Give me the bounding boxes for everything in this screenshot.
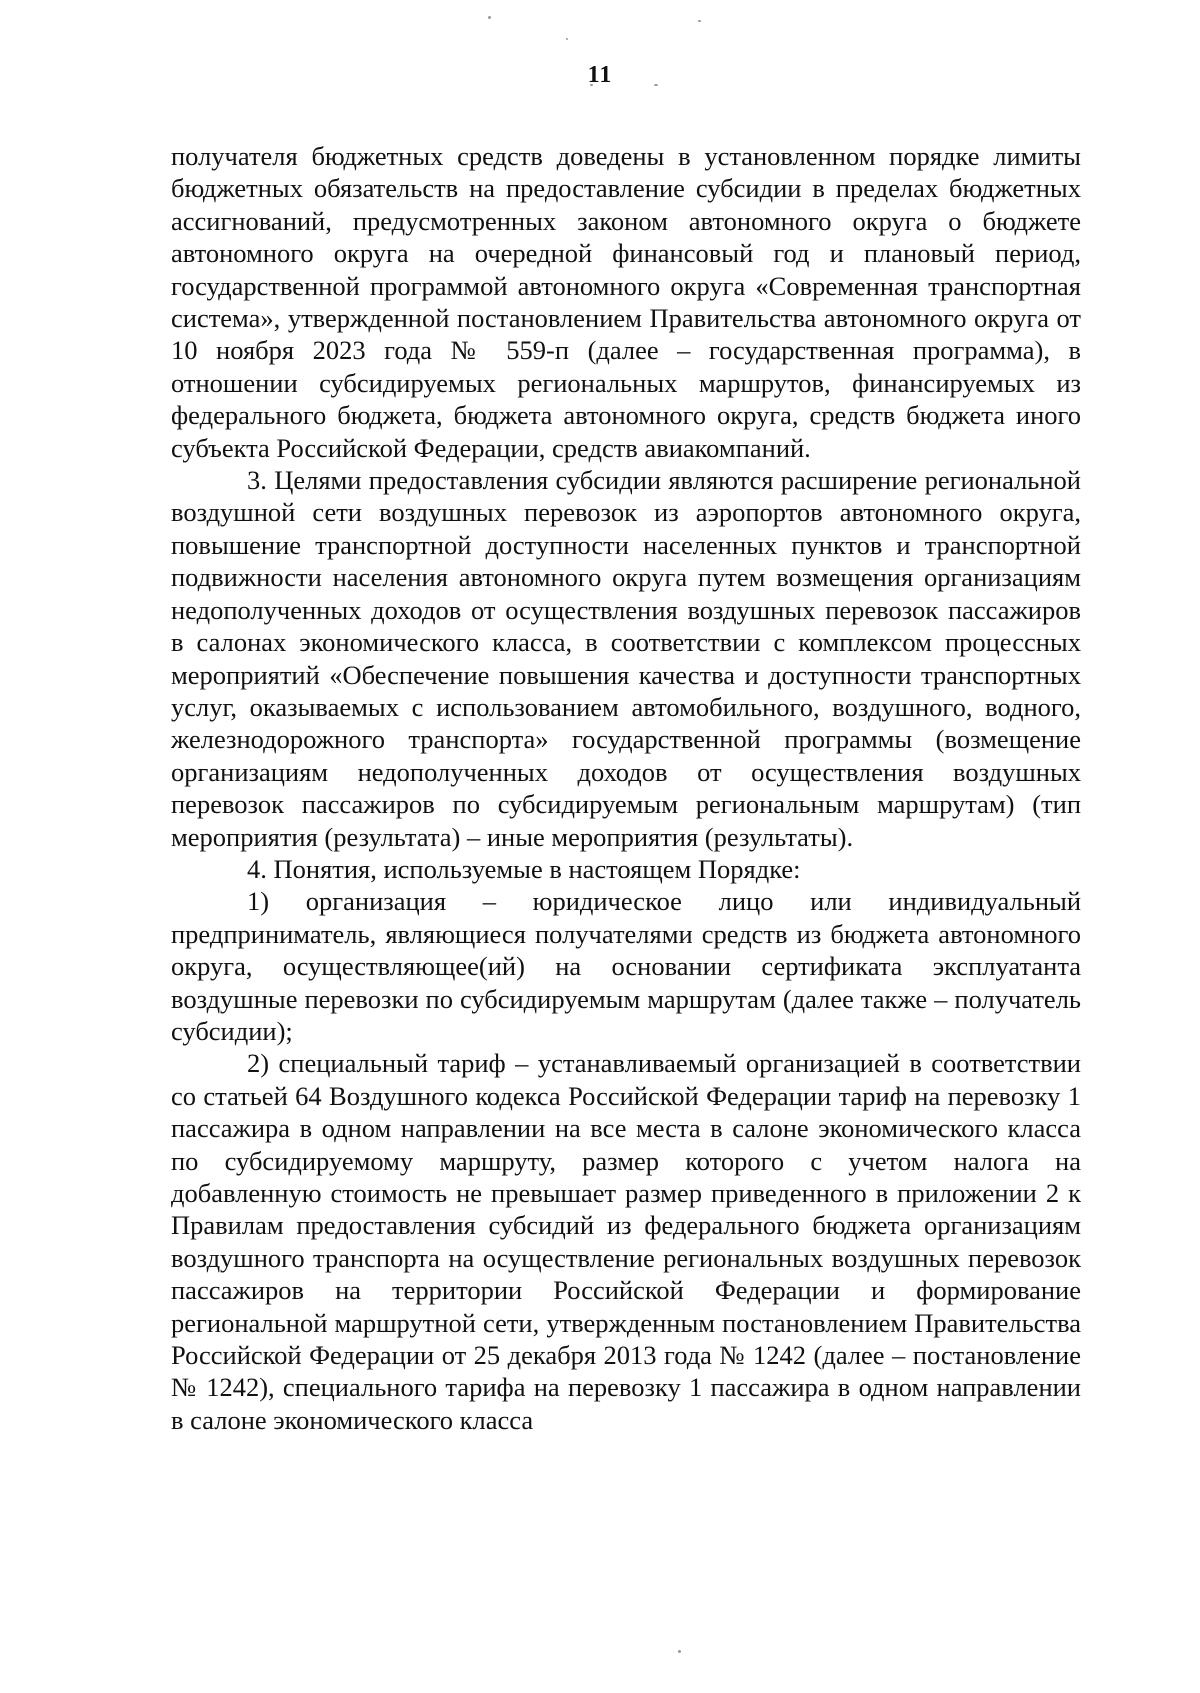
definition-item-2: 2) специальный тариф – устанавливаемый организацией в соответствии со статьей 64 Воздушного кодекса Российской Федерации тариф на перевозку 1 пассажира в одном направлении на все места в салоне экономического класса по субсидируемому маршруту, размер которого с учетом налога на добавленную стоимость не превышает размер приведенного в приложении 2 к Правилам предоставления субсидий из федерального бюджета организациям воздушного транспорта на осуществление региональных воздушных перевозок пассажиров на территории Российской Федерации и формирование региональной маршрутной сети, утвержденным постановлением Правительства Российской Федерации от 25 декабря 2013 года № 1242 (далее – постановление № 1242), специального тарифа на перевозку 1 пассажира в одном направлении в салоне экономического класса [171,1048,1081,1435]
paragraph-continuation: получателя бюджетных средств доведены в установленном порядке лимиты бюджетных обязательств на предоставление субсидии в пределах бюджетных ассигнований, предусмотренных законом автономного округа о бюджете автономного округа на очередной финансовый год и плановый период, государственной программой автономного округа «Современная транспортная система», утвержденной постановлением Правительства автономного округа от 10 ноября 2023 года № 559-п (далее – государственная программа), в отношении субсидируемых региональных маршрутов, финансируемых из федерального бюджета, бюджета автономного округа, средств бюджета иного субъекта Российской Федерации, средств авиакомпаний. [171,141,1081,463]
scan-speck [698,20,701,22]
definition-item-1: 1) организация – юридическое лицо или индивидуальный предприниматель, являющиеся получателями средств из бюджета автономного округа, осуществляющее(ий) на основании сертификата эксплуатанта воздушные перевозки по субсидируемым маршрутам (далее также – получатель субсидии); [171,886,1081,1046]
page-number: 11 [587,62,613,88]
paragraph-item-3: 3. Целями предоставления субсидии являются расширение региональной воздушной сети воздушных перевозок из аэропортов автономного округа, повышение транспортной доступности населенных пунктов и транспортной подвижности населения автономного округа путем возмещения организациям недополученных доходов от осуществления воздушных перевозок пассажиров в салонах экономического класса, в соответствии с комплексом процессных мероприятий «Обеспечение повышения качества и доступности транспортных услуг, оказываемых с использованием автомобильного, воздушного, водного, железнодорожного транспорта» государственной программы (возмещение организациям недополученных доходов от осуществления воздушных перевозок пассажиров по субсидируемым региональным маршрутам) (тип мероприятия (результата) – иные мероприятия (результаты). [171,465,1081,852]
paragraph-item-4: 4. Понятия, используемые в настоящем Порядке: [247,853,801,884]
scan-speck [488,16,491,19]
scan-speck [566,38,568,40]
scan-speck [678,1650,681,1653]
document-body [171,140,1081,1436]
